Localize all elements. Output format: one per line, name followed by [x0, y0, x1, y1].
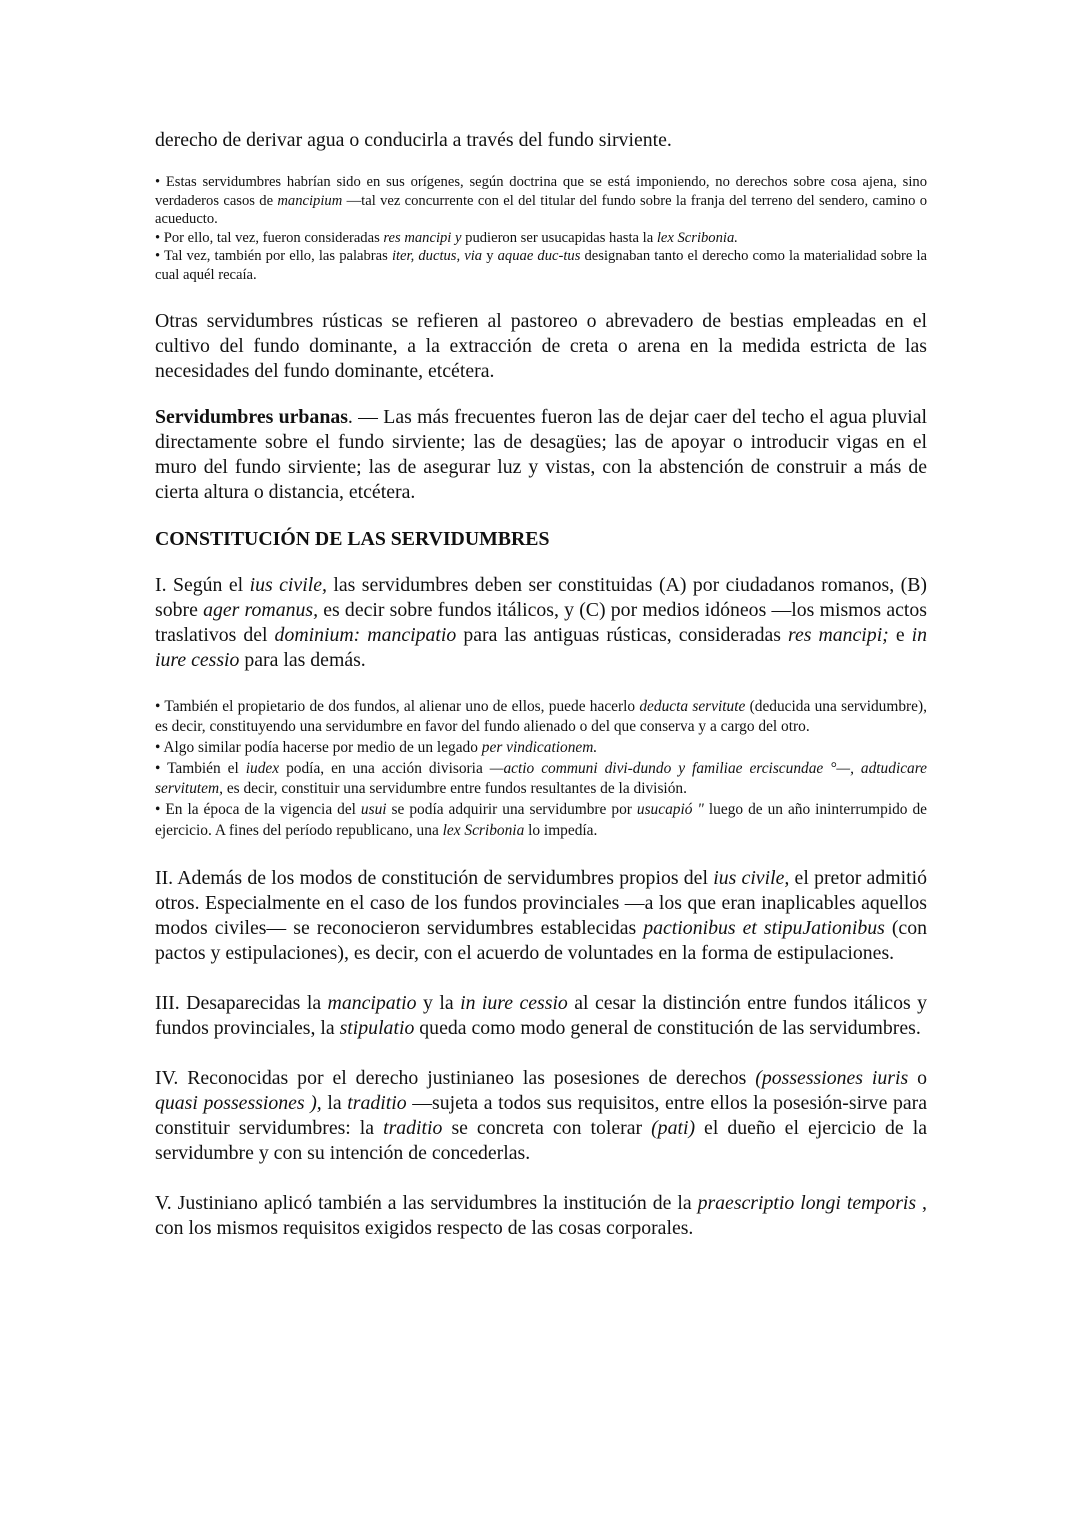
note-item: • Estas servidumbres habrían sido en sus orígenes, según doctrina que se está imponiendo, no derechos sobre cosa ajena, sino verdaderos casos de mancipium —tal vez concurrente con el del titular del fundo sobre la franja del terreno del sendero, camino o acueducto. — [155, 174, 927, 228]
note-item: • También el propietario de dos fundos, al alienar uno de ellos, puede hacerlo deducta servitute (deducida una servidumbre), es decir, constituyendo una servidumbre en favor del fundo alienado o del que conserva y a cargo del otro. — [155, 697, 927, 736]
notes-block-2 — [155, 697, 927, 842]
rusticas-paragraph: Otras servidumbres rústicas se refieren al pastoreo o abrevadero de bestias empleadas en el cultivo del fundo dominante, a la extracción de creta o arena en la medida estricta de las necesidades del fundo dominante, etcétera. — [155, 309, 927, 382]
note-item: • Tal vez, también por ello, las palabras iter, ductus, via y aquae duc-tus designaban tanto el derecho como la materialidad sobre la cual aquél recaía. — [155, 248, 928, 283]
urbanas-label: Servidumbres urbanas — [155, 405, 348, 428]
urbanas-paragraph: Servidumbres urbanas. — Las más frecuentes fueron las de dejar caer del techo el agua pluvial directamente sobre el fundo sirviente; las de desagües; las de apoyar o introducir vigas en el muro del fundo sirviente; las de asegurar luz y vistas, con la abstención de construir a más de cierta altura o distancia, etcétera. — [155, 405, 927, 503]
document-page — [155, 128, 927, 1241]
section-2-paragraph: II. Además de los modos de constitución de servidumbres propios del ius civile, el pretor admitió otros. Especialmente en el caso de los fundos provinciales —a los que eran inaplicables aquellos modos civiles— se reconocieron servidumbres establecidas pactionibus et stipuJationibus (con pactos y estipulaciones), es decir, con el acuerdo de voluntades en la forma de estipulaciones. — [155, 867, 927, 965]
note-item: • Algo similar podía hacerse por medio de un legado per vindicationem. — [155, 738, 598, 756]
intro-paragraph: derecho de derivar agua o conducirla a través del fundo sirviente. — [155, 129, 672, 151]
note-item: • También el iudex podía, en una acción divisoria —actio communi divi-dundo y familiae erciscundae °—, adtudicare servitutem, es decir, constituir una servidumbre entre fundos resultantes de la división. — [155, 759, 927, 798]
note-item: • En la época de la vigencia del usui se podía adquirir una servidumbre por usucapió " luego de un año ininterrumpido de ejercicio. A fines del período republicano, una lex Scribonia lo impedía. — [155, 801, 927, 839]
section-4-paragraph: IV. Reconocidas por el derecho justinianeo las posesiones de derechos (possessiones iuris o quasi possessiones ), la traditio —sujeta a todos sus requisitos, entre ellos la posesión-sirve para constituir servidumbres: la traditio se concreta con tolerar (pati) el dueño el ejercicio de la servidumbre y con su intención de concederlas. — [155, 1067, 928, 1165]
section-3-paragraph: III. Desaparecidas la mancipatio y la in iure cessio al cesar la distinción entre fundos itálicos y fundos provinciales, la stipulatio queda como modo general de constitución de las servidumbres. — [155, 992, 927, 1040]
note-item: • Por ello, tal vez, fueron consideradas res mancipi y pudieron ser usucapidas hasta la lex Scribonia. — [155, 229, 738, 246]
section-1-paragraph: I. Según el ius civile, las servidumbres deben ser constituidas (A) por ciudadanos romanos, (B) sobre ager romanus, es decir sobre fundos itálicos, y (C) por medios idóneos —los mismos actos traslativos del dominium: mancipatio para las antiguas rústicas, consideradas res mancipi; e in iure cessio para las demás. — [155, 573, 928, 671]
section-heading: CONSTITUCIÓN DE LAS SERVIDUMBRES — [155, 527, 550, 550]
section-5-paragraph: V. Justiniano aplicó también a las servidumbres la institución de la praescriptio longi temporis , con los mismos requisitos exigidos respecto de las cosas corporales. — [155, 1192, 927, 1240]
notes-block-1 — [155, 173, 927, 285]
